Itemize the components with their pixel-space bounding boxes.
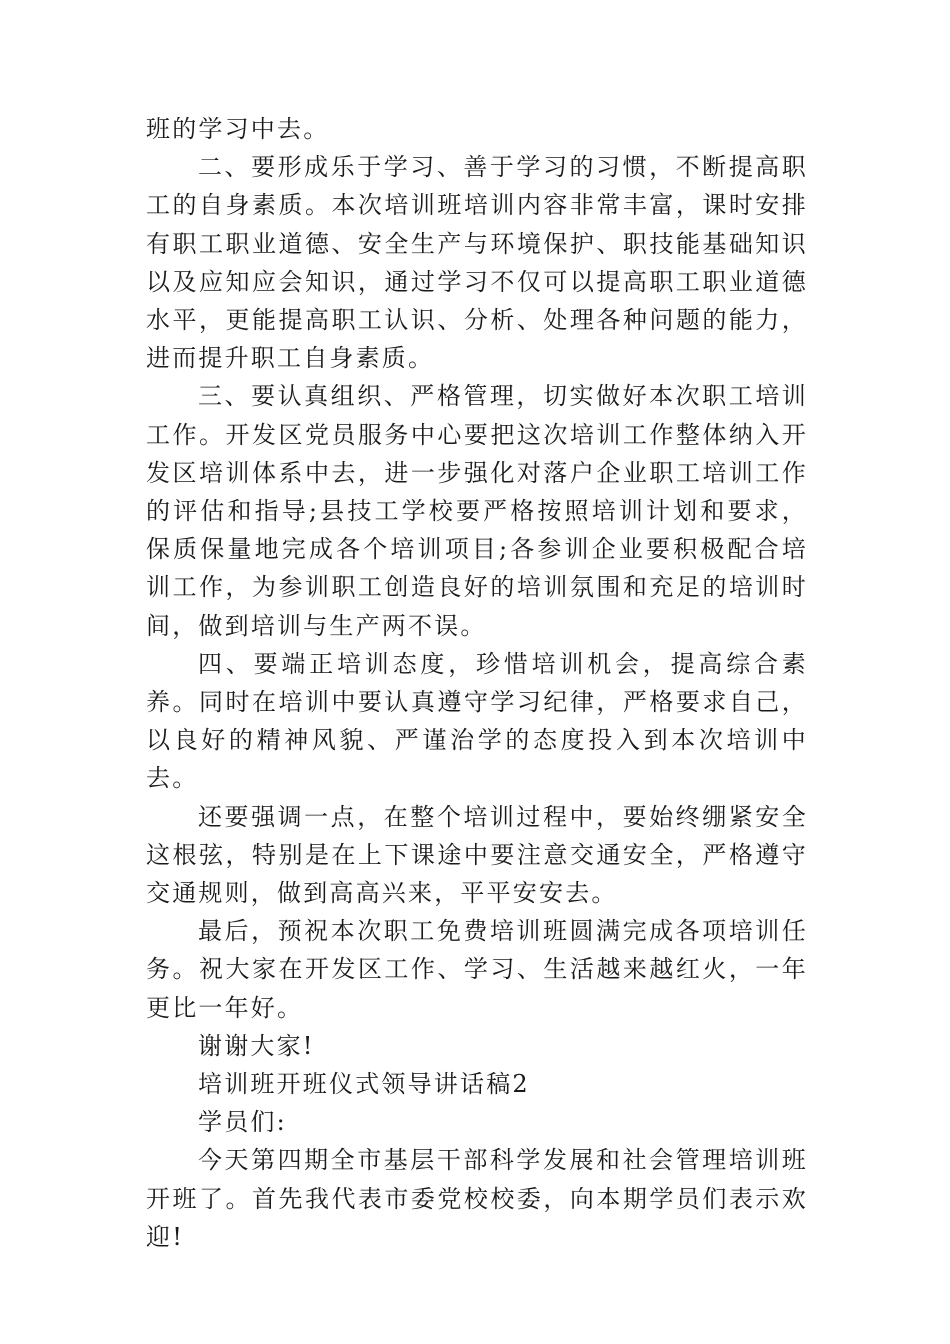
paragraph-continuation: 班的学习中去。 [146, 115, 330, 143]
paragraph-opening: 今天第四期全市基层干部科学发展和社会管理培训班开班了。首先我代表市委党校校委，向本期学员们表示欢迎! [146, 1146, 808, 1251]
section-title: 培训班开班仪式领导讲话稿2 [198, 1070, 530, 1099]
paragraph-thanks: 谢谢大家! [198, 1031, 315, 1060]
paragraph-closing-wish: 最后，预祝本次职工免费培训班圆满完成各项培训任务。祝大家在开发区工作、学习、生活越来越红火，一年更比一年好。 [146, 917, 808, 1022]
document-body [146, 110, 808, 1256]
paragraph-point-two: 二、要形成乐于学习、善于学习的习惯，不断提高职工的自身素质。本次培训班培训内容非常丰富，课时安排有职工职业道德、安全生产与环境保护、职技能基础知识以及应知应会知识，通过学习不仅可以提高职工职业道德水平，更能提高职工认识、分析、处理各种问题的能力，进而提升职工自身素质。 [146, 153, 808, 373]
paragraph-point-three: 三、要认真组织、严格管理，切实做好本次职工培训工作。开发区党员服务中心要把这次培训工作整体纳入开发区培训体系中去，进一步强化对落户企业职工培训工作的评估和指导;县技工学校要严格按照培训计划和要求，保质保量地完成各个培训项目;各参训企业要积极配合培训工作，为参训职工创造良好的培训氛围和充足的培训时间，做到培训与生产两不误。 [146, 382, 808, 640]
paragraph-safety-note: 还要强调一点，在整个培训过程中，要始终绷紧安全这根弦，特别是在上下课途中要注意交通安全，严格遵守交通规则，做到高高兴来，平平安安去。 [146, 802, 808, 908]
paragraph-point-four: 四、要端正培训态度，珍惜培训机会，提高综合素养。同时在培训中要认真遵守学习纪律，严格要求自己，以良好的精神风貌、严谨治学的态度投入到本次培训中去。 [146, 649, 808, 793]
salutation: 学员们: [198, 1108, 287, 1137]
